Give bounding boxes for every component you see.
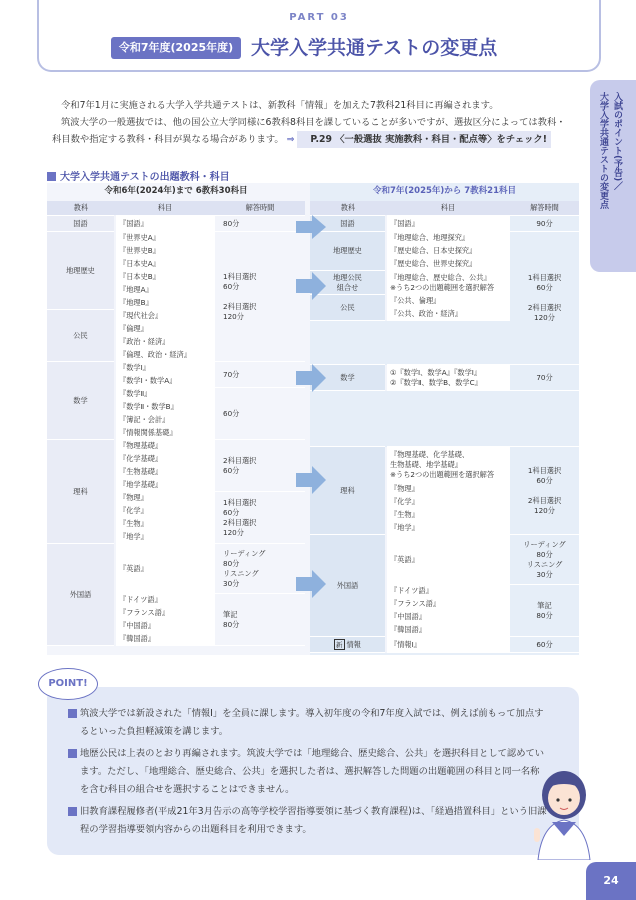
page-number: 24 [586,862,636,900]
item-cell: 『数学Ⅰ・数学A』 [115,375,215,388]
item-cell: 『現代社会』 [115,310,215,323]
item-cell: 『フランス語』 [115,607,215,620]
item-note: ※うち2つの出題範囲を選択解答 [390,282,495,292]
time-line: 2科目選択 [223,301,257,311]
subject-cell: 公民 [310,295,386,321]
time-line: リスニング [223,568,259,578]
subject-cell: 公民 [47,310,115,362]
time-line: 80分 [223,558,240,568]
time-line: 120分 [534,505,555,515]
item-cell: 『物理基礎』 [115,440,215,453]
subject-cell: 理科 [47,440,115,544]
arrow-right-icon [296,466,326,494]
section-title [47,168,230,183]
item-cell: 『中国語』 [115,620,215,633]
item-cell: 『数学Ⅰ』 [115,362,215,375]
side-tab-line2: 大学入学共通テストの変更点 [598,92,608,209]
time-line: 1科目選択 [223,271,257,281]
item-cell: 『フランス語』 [386,598,510,611]
time-cell: 60分 [215,388,305,440]
table-row [47,232,305,245]
item-line: ①『数学Ⅰ、数学A』『数学Ⅰ』 [390,367,482,377]
time-line: 1科目選択 [223,497,257,507]
item-line: 『地理総合、歴史総合、公共』 [390,272,491,282]
item-cell: 『世界史A』 [115,232,215,245]
item-cell: 『生物基礎』 [115,466,215,479]
time-line: 60分 [536,283,553,292]
table-row [47,201,305,216]
arrow-right-icon [296,215,326,239]
table-row [47,216,305,232]
subject-cell: 地理歴史 [310,232,386,271]
item-cell: 『倫理、政治・経済』 [115,349,215,362]
arrow-right-icon [296,272,326,300]
item-cell: 『化学基礎』 [115,453,215,466]
item-cell: 『地理A』 [115,284,215,297]
new-badge: 新 [336,641,343,649]
time-line: 30分 [536,569,553,579]
time-line: 1科目選択 [527,273,562,282]
item-cell: 『物理』 [386,483,510,496]
item-cell: 『ドイツ語』 [386,585,510,598]
item-cell: 『数学Ⅱ』 [115,388,215,401]
item-cell: 『韓国語』 [115,633,215,646]
spacer-cell [386,391,510,447]
time-cell: 60分 [510,637,579,653]
subject-cell: 理科 [310,447,386,535]
time-line: 2科目選択 [223,455,257,465]
item-cell [386,447,510,483]
arrow-right-icon [296,364,326,392]
item-cell: 『情報関係基礎』 [115,427,215,440]
time-line: 60分 [223,465,240,475]
item-cell: 『生物』 [386,509,510,522]
item-cell: 『英語』 [115,544,215,594]
square-bullet-icon [47,172,56,181]
right-table [310,201,579,653]
intro-text [52,97,572,148]
time-cell [510,585,579,637]
table-row [47,440,305,453]
item-cell: 『化学』 [386,496,510,509]
point-text: 筑波大学では新設された「情報Ⅰ」を全員に課します。導入初年度の令和7年度入試では、例えば前もって加点するといった負担軽減策を講じます。 [80,708,544,737]
time-line: 60分 [536,475,553,485]
time-cell: 80分 [215,216,305,232]
time-line: 80分 [536,549,553,559]
time-line: 120分 [223,527,244,537]
check-reference-link[interactable]: P.29 〈一般選抜 実施教科・科目・配点等〉をチェック! [297,131,551,148]
item-cell: 『化学』 [115,505,215,518]
time-line: 60分 [223,281,240,291]
col-item: 科目 [115,201,215,216]
subject-cell: 国語 [310,216,386,232]
table-row [310,391,579,447]
point-item [68,745,548,799]
time-line: 30分 [223,578,240,588]
time-cell: 70分 [215,362,305,388]
item-line: 生物基礎、地学基礎』 [390,459,462,469]
time-line: リーディング [223,548,266,558]
left-table [47,201,305,646]
time-line: 2科目選択 [223,517,257,527]
point-text: 地歴公民は上表のとおり再編されます。筑波大学では「地理総合、歴史総合、公共」を選択科目として認めています。ただし、「地理総合、歴史総合、公共」を選択した者は、選択解答した問題の出題範囲の科目と同一名称を含む科目の組合せを選択することはできません。 [80,748,545,795]
point-item [68,803,548,839]
item-cell: 『地学』 [115,531,215,544]
table-row [310,232,579,245]
item-cell: 『数学Ⅱ・数学B』 [115,401,215,414]
square-bullet-icon [68,749,77,758]
item-cell: 『倫理』 [115,323,215,336]
time-line: 120分 [534,313,555,322]
subject-cell: 数学 [47,362,115,440]
time-line: 筆記 [537,600,552,610]
left-table-head: 令和6年(2024年)まで 6教科30科目 [104,186,248,196]
table-row [310,535,579,585]
time-line: 1科目選択 [527,465,562,475]
subject-cell: 外国語 [310,535,386,637]
item-cell: 『公共、政治・経済』 [386,308,510,321]
item-cell: 『韓国語』 [386,624,510,637]
side-tab[interactable] [590,80,636,272]
table-row [310,637,579,653]
item-cell: 『地学』 [386,522,510,535]
table-row [310,365,579,391]
item-cell: 『ドイツ語』 [115,594,215,607]
table-row [310,216,579,232]
time-line: 80分 [223,619,240,629]
arrow-right-icon: ⇒ [286,134,295,145]
item-cell: 『政治・経済』 [115,336,215,349]
table-row [310,447,579,483]
side-tab-text [596,92,624,209]
item-cell: 『地学基礎』 [115,479,215,492]
subject-cell: 地理歴史 [47,232,115,310]
point-text: 旧教育課程履修者(平成21年3月告示の高等学校学習指導要領に基づく教育課程)は、「経過措置科目」という旧課程の学習指導要領内容からの出題科目を利用できます。 [80,806,547,835]
intro-p2 [52,114,572,148]
time-cell [510,447,579,535]
subject-line: 組合せ [336,282,359,292]
item-cell [386,365,510,391]
col-item: 科目 [386,201,510,216]
table-row [310,201,579,216]
item-cell: 『簿記・会計』 [115,414,215,427]
item-cell: 『英語』 [386,535,510,585]
time-line: 80分 [536,610,553,620]
item-cell [386,271,510,295]
subject-cell: 外国語 [47,544,115,646]
time-line: 筆記 [223,609,238,619]
item-cell: 『日本史A』 [115,258,215,271]
student-illustration [524,760,604,860]
square-bullet-icon [68,807,77,816]
part-label: PART 03 [289,12,349,23]
point-list [68,705,548,843]
item-cell: 『公共、倫理』 [386,295,510,308]
time-cell [510,535,579,585]
time-line: 2科目選択 [527,303,562,312]
time-line: リスニング [526,559,563,569]
item-cell: 『国語』 [115,216,215,232]
subject-line: 地理公民 [333,272,362,282]
item-line: ②『数学Ⅱ、数学B、数学C』 [390,377,482,387]
item-note: ※うち2つの出題範囲を選択解答 [390,469,495,479]
time-cell: 90分 [510,216,579,232]
item-cell: 『国語』 [386,216,510,232]
point-item [68,705,548,741]
table-row [47,544,305,594]
time-line: 2科目選択 [527,495,562,505]
time-cell: 70分 [510,365,579,391]
time-cell [510,232,579,365]
col-time: 解答時間 [510,201,579,216]
col-subject: 教科 [47,201,115,216]
point-badge: POINT! [38,668,98,700]
item-cell: 『日本史B』 [115,271,215,284]
time-line: リーディング [523,539,566,549]
subject-cell: 国語 [47,216,115,232]
item-cell: 『中国語』 [386,611,510,624]
item-cell: 『生物』 [115,518,215,531]
item-cell: 『地理B』 [115,297,215,310]
intro-p1: 令和7年1月に実施される大学入学共通テストは、新教科「情報」を加えた7教科21科目に再編されます。 [61,100,499,111]
time-line: 60分 [223,507,240,517]
col-time: 解答時間 [215,201,305,216]
col-subject: 教科 [310,201,386,216]
transition-arrows [292,183,332,655]
item-cell: 『物理』 [115,492,215,505]
table-row [47,362,305,375]
section-title-text: 大学入学共通テストの出題教科・科目 [60,172,230,183]
side-tab-line1: 入試のポイント(予告)／ [612,92,622,191]
arrow-right-icon [296,570,326,598]
item-cell: 『歴史総合、日本史探究』 [386,245,510,258]
item-cell: 『世界史B』 [115,245,215,258]
right-table-head: 令和7年(2025年)から 7教科21科目 [372,186,517,196]
item-cell: 『情報Ⅰ』 [386,637,510,653]
subject-text: 情報 [346,640,361,649]
item-cell: 『地理総合、地理探究』 [386,232,510,245]
spacer-cell [386,321,510,365]
item-line: 『物理基礎、化学基礎、 [390,449,470,459]
square-bullet-icon [68,709,77,718]
item-cell: 『歴史総合、世界史探究』 [386,258,510,271]
spacer-cell [510,391,579,447]
time-line: 120分 [223,311,244,321]
year-badge: 令和7年度(2025年度) [111,37,241,59]
intro-p2-text: 筑波大学の一般選抜では、他の国公立大学同様に6教科8科目を課していることが多いですが、選抜区分によっては教科・科目数や指定する教科・科目が異なる場合があります。 [52,117,566,145]
page-title: 大学入学共通テストの変更点 [251,37,498,59]
subject-cell: 数学 [310,365,386,391]
